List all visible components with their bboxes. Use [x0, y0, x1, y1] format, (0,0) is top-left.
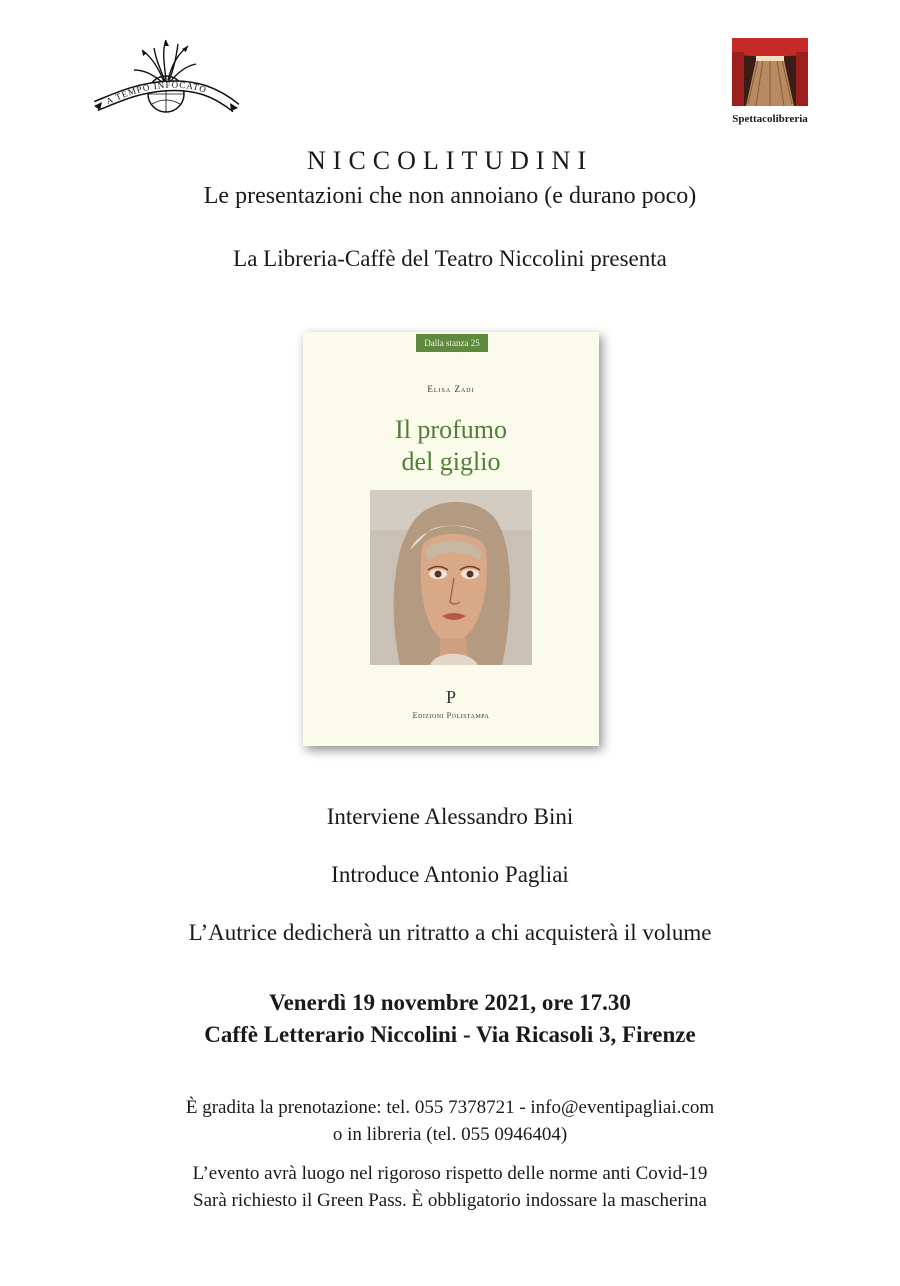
tempo-infocato-logo-icon: [92, 36, 240, 116]
publisher-mark: P: [445, 687, 456, 707]
cover-author: Elisa Zadi: [427, 384, 475, 394]
spettacolibreria-label: Spettacolibreria: [732, 113, 808, 125]
svg-text:A TEMPO INFOCATO: A TEMPO INFOCATO: [104, 79, 209, 107]
speaker-line-2: Introduce Antonio Pagliai: [331, 862, 569, 887]
cover-title: [303, 414, 599, 478]
covid-line-2: Sarà richiesto il Green Pass. È obbligatorio indossare la mascherina: [193, 1190, 707, 1211]
booking-line-2: o in libreria (tel. 055 0946404): [332, 1124, 568, 1145]
book-cover: [303, 332, 599, 746]
presenter-line: La Libreria-Caffè del Teatro Niccolini presenta: [233, 246, 667, 271]
event-venue: Caffè Letterario Niccolini - Via Ricasoli 3, Firenze: [204, 1022, 696, 1047]
dedication-line: L’Autrice dedicherà un ritratto a chi acquisterà il volume: [188, 920, 712, 945]
cover-publisher: Edizioni Polistampa: [412, 711, 490, 720]
cover-title-line2: del giglio: [401, 447, 501, 476]
theatre-curtain-icon: [732, 38, 808, 106]
booking-line-1: È gradita la prenotazione: tel. 055 7378721 - info@eventipagliai.com: [185, 1097, 715, 1118]
event-date: Venerdì 19 novembre 2021, ore 17.30: [269, 990, 631, 1015]
portrait-painting-icon: [370, 490, 532, 665]
cover-title-line1: Il profumo: [395, 415, 507, 444]
cover-series-label: Dalla stanza 25: [416, 334, 488, 352]
covid-line-1: L’evento avrà luogo nel rigoroso rispetto delle norme anti Covid-19: [192, 1163, 708, 1184]
speaker-line-1: Interviene Alessandro Bini: [326, 804, 574, 829]
series-title: NICCOLITUDINI: [307, 146, 593, 175]
series-subtitle: Le presentazioni che non annoiano (e durano poco): [203, 183, 697, 209]
